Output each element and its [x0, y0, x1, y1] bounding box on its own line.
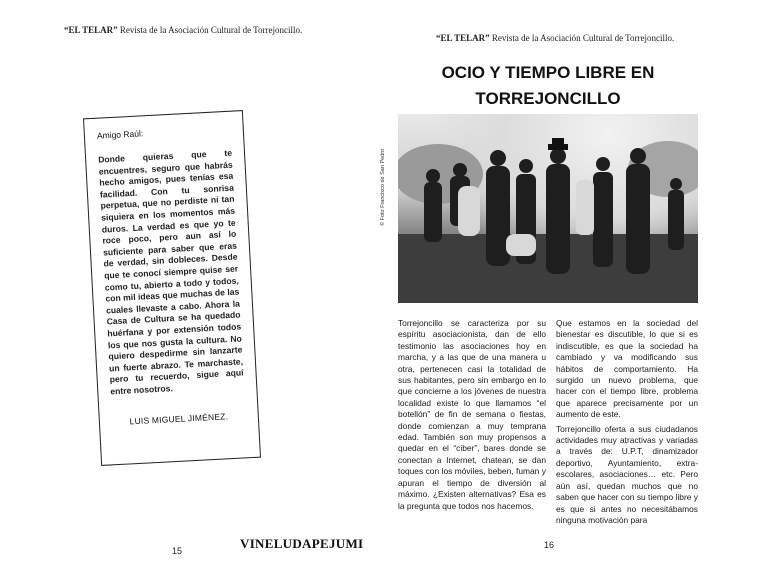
- letter-card: [83, 110, 261, 466]
- watermark-text: VINELUDAPEJUMI: [240, 536, 364, 551]
- photo-illustration: [398, 114, 698, 303]
- right-page-header: [436, 33, 674, 43]
- letter-signature: LUIS MIGUEL JIMÉNEZ.: [129, 411, 229, 427]
- left-page-number: 15: [172, 546, 183, 556]
- left-header-description: Revista de la Asociación Cultural de Torrejoncillo.: [117, 25, 303, 35]
- article-paragraph: Torrejoncillo oferta a sus ciudadanos actividades muy atractivas y variadas a través de: U.P.T, dinamizador deportivo, Ayuntamiento, extra-escolares, asociaciones… etc. Pero aún así, quedan muchos que no saben que hacer con su tiempo libre y es que si antes no necesitábamos ninguna motivación para: [556, 423, 698, 525]
- left-header-magazine-name: “EL TELAR”: [64, 25, 118, 35]
- left-page-header: [64, 25, 302, 35]
- dancing-crowd-photo: [398, 114, 698, 303]
- letter-body: Donde quieras que te encuentres, seguro que habrás hecho amigos, pues tenías esa facilidad. Con tu sonrisa perpetua, que no perdiste ni tan siquiera en los momentos más duros. La verdad es que yo te roce poco, pero aun así lo suficiente para saber que eras de verdad, sin dobleces. Desde que te conocí siempre quise ser como tu, abierto a todo y todos, con mil ideas que muchas de las cuales llevaste a cabo. Ahora la Casa de Cultura se ha quedado huérfana y por extensión todos los que nos gusta la cultura. No quiero despedirme sin lanzarte un fuerte abrazo. Te marchaste, pero tu recuerdo, sigue aquí entre nosotros.: [97, 147, 244, 397]
- right-header-magazine-name: “EL TELAR”: [436, 33, 490, 43]
- article-paragraph: Torrejoncillo se caracteriza por su espíritu asociacionista, dan de ello testimonio las asociaciones hoy en marcha, y a las que de una manera u otra, pertenecen casi la totalidad de sus habitantes, pero sin embargo en lo que concierne a los jóvenes de nuestra localidad existe lo que llamamos “el botellón” de fin de semana o fiestas, donde comienzan a muy temprana edad. También son muy propensos a quedar en el “ciber”, bares donde se conectan a Internet, chatean, se dan toques con los móviles, beben, fuman y apuran el tiempo de diversión al máximo. ¿Existen alternativas? Esa es la pregunta que todos nos hacemos.: [398, 318, 546, 511]
- letter-greeting: Amigo Raúl:: [96, 128, 144, 141]
- photo-credit: © Foto Francisco de San Pedro: [380, 148, 386, 226]
- article-column-left: [398, 318, 546, 515]
- article-title-line2: TORREJONCILLO: [475, 89, 621, 108]
- right-header-description: Revista de la Asociación Cultural de Torrejoncillo.: [489, 33, 675, 43]
- right-page-number: 16: [544, 540, 555, 550]
- article-column-right: [556, 318, 698, 529]
- article-title-line1: OCIO Y TIEMPO LIBRE EN: [441, 63, 655, 82]
- article-paragraph: Que estamos en la sociedad del bienestar es discutible, lo que si es indiscutible, es que la sociedad ha cambiado y va modificando sus hábitos de comportamiento. Ha surgido un nuevo problema, que hacer con el tiempo libre, problema que aparece precisamente por un aumento de este.: [556, 318, 698, 420]
